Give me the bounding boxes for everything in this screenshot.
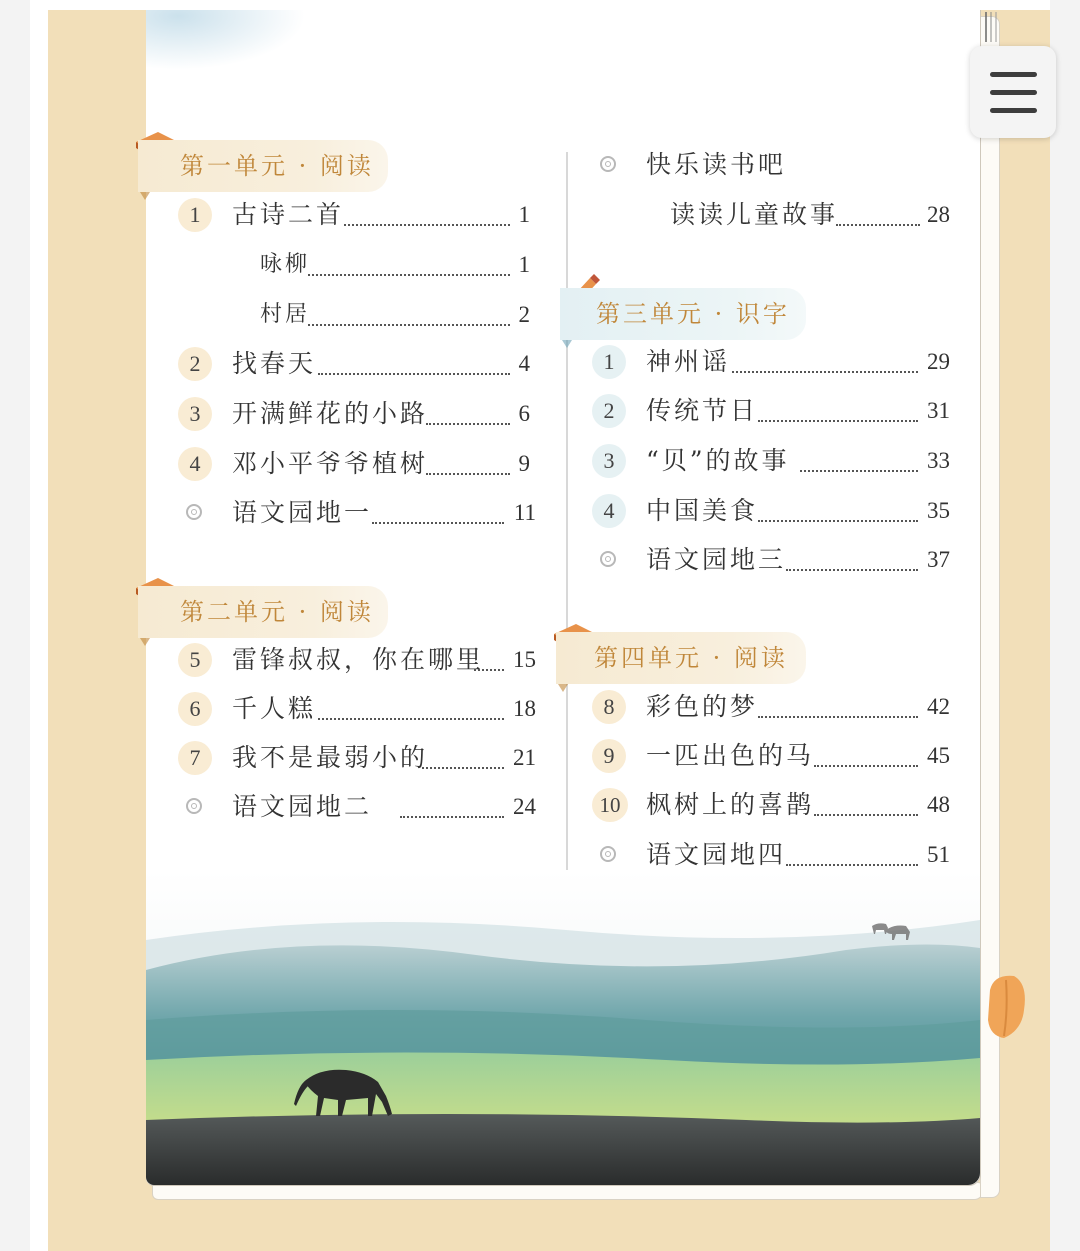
unit-1-header [138, 140, 388, 192]
lesson-title: 古诗二首 [232, 200, 345, 229]
reading-bar-row[interactable] [592, 146, 950, 186]
lesson-title: 咏柳 [260, 252, 311, 277]
unit-2-title: 第二单元 · 阅读 [180, 598, 374, 626]
toc-row[interactable] [178, 690, 536, 730]
lesson-number: 10 [592, 788, 628, 822]
lesson-number: 8 [592, 690, 626, 724]
lesson-title: 中国美食 [646, 496, 759, 525]
toc-row[interactable] [592, 688, 950, 728]
page-number: 1 [518, 252, 530, 277]
lesson-title: 村居 [260, 302, 311, 327]
lesson-title: 枫树上的喜鹊 [646, 790, 815, 819]
leaf-icon [984, 970, 1030, 1042]
page-number: 28 [927, 202, 950, 227]
toc-row[interactable] [592, 541, 950, 581]
page-number: 29 [927, 349, 950, 374]
lesson-title: 语文园地一 [232, 498, 373, 527]
lesson-number: 3 [592, 444, 626, 478]
toc-row[interactable] [592, 737, 950, 777]
toc-row[interactable] [178, 788, 536, 828]
lesson-number: 7 [178, 741, 212, 775]
double-circle-icon [600, 551, 616, 567]
lesson-title: 语文园地四 [646, 840, 787, 869]
page-number: 24 [513, 794, 536, 819]
page-number: 6 [518, 401, 530, 426]
lesson-title: 语文园地二 [232, 792, 373, 821]
page-number: 21 [513, 745, 536, 770]
toc-row[interactable] [178, 296, 530, 336]
lesson-title: 一匹出色的马 [646, 741, 815, 770]
lesson-title: 千人糕 [232, 694, 317, 723]
lesson-title: 传统节日 [646, 396, 759, 425]
lesson-title: “贝”的故事 [646, 446, 790, 475]
page-number: 45 [927, 743, 950, 768]
double-circle-icon [600, 846, 616, 862]
menu-button[interactable] [970, 46, 1056, 138]
unit-3-header [560, 288, 806, 340]
toc-row[interactable] [592, 196, 950, 236]
lesson-title: 神州谣 [646, 347, 731, 376]
toc-row[interactable] [592, 343, 950, 383]
toc-row[interactable] [178, 345, 530, 385]
unit-2-header [138, 586, 388, 638]
lesson-number: 4 [592, 494, 626, 528]
toc-row[interactable] [592, 492, 950, 532]
lesson-number: 3 [178, 397, 212, 431]
lesson-title: 找春天 [232, 349, 317, 378]
page-number: 48 [927, 792, 950, 817]
lesson-number: 4 [178, 447, 212, 481]
unit-4-header [556, 632, 806, 684]
toc-row[interactable] [178, 641, 536, 681]
page-number: 1 [518, 202, 530, 227]
column-divider [566, 152, 568, 880]
page-number: 31 [927, 398, 950, 423]
toc-row[interactable] [178, 246, 530, 286]
page-number: 35 [927, 498, 950, 523]
toc-row[interactable] [178, 196, 530, 236]
lesson-title: 语文园地三 [646, 545, 787, 574]
unit-1-title: 第一单元 · 阅读 [180, 152, 374, 180]
lesson-number: 1 [178, 198, 212, 232]
hamburger-menu-icon-bar [990, 108, 1037, 113]
lesson-number: 2 [592, 394, 626, 428]
page-number: 9 [518, 451, 530, 476]
lesson-number: 5 [178, 643, 212, 677]
sky-wash [146, 10, 306, 70]
unit-3-title: 第三单元 · 识字 [596, 300, 790, 328]
toc-row[interactable] [178, 494, 536, 534]
toc-row[interactable] [178, 739, 536, 779]
unit-4-title: 第四单元 · 阅读 [594, 644, 788, 672]
double-circle-icon [186, 504, 202, 520]
double-circle-icon [600, 156, 616, 172]
page-number: 2 [518, 302, 530, 327]
page-number: 37 [927, 547, 950, 572]
page-number: 51 [927, 842, 950, 867]
lesson-number: 9 [592, 739, 626, 773]
lesson-title: 我不是最弱小的 [232, 743, 429, 772]
hamburger-menu-icon [990, 72, 1037, 77]
hamburger-menu-icon-bar [990, 90, 1037, 95]
lesson-title: 彩色的梦 [646, 692, 759, 721]
toc-row[interactable] [178, 395, 530, 435]
page-number: 15 [513, 647, 536, 672]
reading-bar-title: 快乐读书吧 [646, 150, 787, 179]
reading-bar-subtitle: 读读儿童故事 [670, 200, 839, 229]
page-number: 11 [513, 500, 536, 525]
toc-row[interactable] [178, 445, 530, 485]
grassland-illustration [146, 870, 980, 1185]
lesson-number: 2 [178, 347, 212, 381]
page-number: 42 [927, 694, 950, 719]
page-number: 4 [518, 351, 530, 376]
double-circle-icon [186, 798, 202, 814]
toc-row[interactable] [592, 392, 950, 432]
lesson-number: 6 [178, 692, 212, 726]
lesson-title: 邓小平爷爷植树 [232, 449, 429, 478]
lesson-title: 雷锋叔叔，你在哪里 [232, 645, 485, 674]
toc-row[interactable] [592, 442, 950, 482]
lesson-title: 开满鲜花的小路 [232, 399, 429, 428]
page-number: 18 [513, 696, 536, 721]
toc-row[interactable] [592, 786, 950, 826]
lesson-number: 1 [592, 345, 626, 379]
page-number: 33 [927, 448, 950, 473]
page-edge-marks [982, 10, 1002, 44]
